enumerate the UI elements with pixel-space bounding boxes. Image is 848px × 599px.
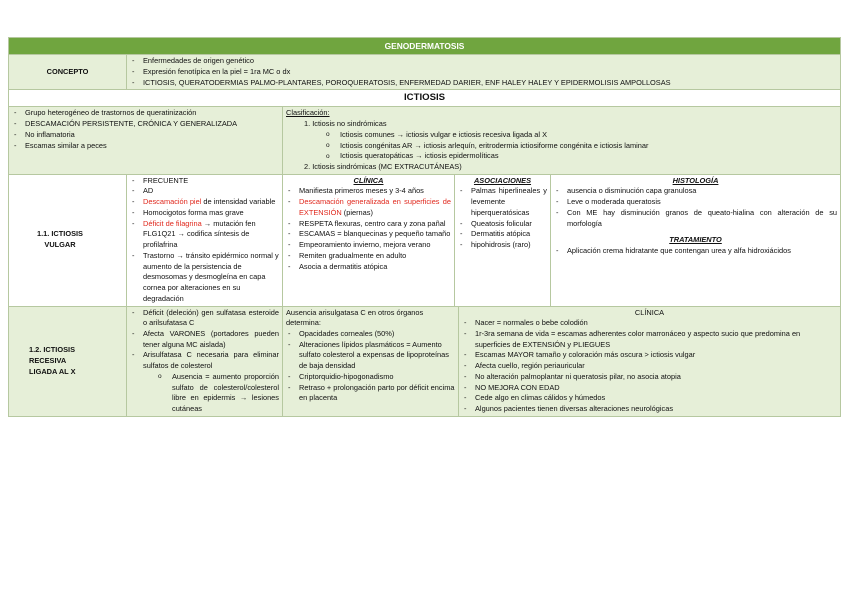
organos-item: - Retraso + prolongación parto por déficit encima en placenta xyxy=(286,383,455,404)
recesiva-clinica-item: - Cede algo en climas cálidos y húmedos xyxy=(462,393,837,404)
clinica-item: - Empeoramiento invierno, mejora verano xyxy=(286,240,451,251)
vulgar-item: - AD xyxy=(130,186,279,197)
vulgar-clinica-header: CLÍNICA xyxy=(353,175,384,185)
vulgar-item: - Trastorno → tránsito epidérmico normal y aumento de la persistencia de desmosomas y desmogleína en capa cornea por alteraciones en su degradación xyxy=(130,251,279,305)
histologia-header: HISTOLOGÍA xyxy=(672,175,719,185)
concepto-item: - Expresión fenotípica en la piel = 1ra MC o dx xyxy=(130,67,837,78)
histologia-item: - Con ME hay disminución granos de queato-hialina con alteración de su morfología xyxy=(554,208,837,229)
concepto-item: - Enfermedades de origen genético xyxy=(130,56,837,67)
recesiva-features xyxy=(127,306,283,416)
recesiva-clinica-item: - NO MEJORA CON EDAD xyxy=(462,383,837,394)
asociacion-item: - Queatosis folicular xyxy=(458,219,547,230)
vulgar-item: - FRECUENTE xyxy=(130,176,279,187)
recesiva-organos-intro: Ausencia arisulgatasa C en otros órganos determina: xyxy=(286,307,424,328)
concepto-item: - ICTIOSIS, QUERATODERMIAS PALMO-PLANTARES, POROQUERATOSIS, ENFERMEDAD DARIER, ENF HALEY HALEY Y EPIDERMOLISIS AMPOLLOSAS xyxy=(130,78,837,89)
clinica-item: - Remiten gradualmente en adulto xyxy=(286,251,451,262)
clinica-item: - Manifiesta primeros meses y 3-4 años xyxy=(286,186,451,197)
recesiva-organos xyxy=(283,306,459,416)
general-item: - Escamas similar a peces xyxy=(12,141,279,152)
recesiva-clinica-header: CLÍNICA xyxy=(634,307,665,317)
clasificacion-subitem: o Ictiosis congénitas AR → ictiosis arlequín, eritrodermia ictiosiforme congénita e ictiosis laminar xyxy=(326,141,837,152)
vulgar-features xyxy=(127,174,283,306)
clinica-item: - Descamación generalizada en superficies de EXTENSIÓN (piernas) xyxy=(286,197,451,218)
vulgar-item: - Déficit de filagrina → mutación fen FLG1Q21 → codifica síntesis de profilafrina xyxy=(130,219,279,251)
vulgar-item: - Descamación piel de intensidad variable xyxy=(130,197,279,208)
recesiva-item: - Déficit (deleción) gen sulfatasa esteroide o arilsufatasa C xyxy=(130,308,279,329)
genodermatosis-table xyxy=(8,37,841,417)
tratamiento-header: TRATAMIENTO xyxy=(669,235,722,245)
recesiva-label: 1.2. ICTIOSIS RECESIVA LIGADA AL X xyxy=(9,306,127,416)
clasificacion xyxy=(283,107,841,174)
clasificacion-subitem: o Ictiosis comunes → ictiosis vulgar e ictiosis recesiva ligada al X xyxy=(326,130,837,141)
clinica-item: - RESPETA flexuras, centro cara y zona pañal xyxy=(286,219,451,230)
histologia-item: - ausencia o disminución capa granulosa xyxy=(554,186,837,197)
recesiva-clinica-item: - 1r-3ra semana de vida = escamas adherentes color marronáceo y aspecto sucio que predomina en superficies de EXTENSIÓN y PLIEGUES xyxy=(462,329,837,350)
clasificacion-item-2: 2. Ictiosis sindrómicas (MC EXTRACUTÁNEAS) xyxy=(304,161,462,171)
general-item: - No inflamatoria xyxy=(12,130,279,141)
document-title: GENODERMATOSIS xyxy=(9,38,841,55)
clinica-item: - Asocia a dermatitis atópica xyxy=(286,262,451,273)
recesiva-clinica-item: - Afecta cuello, región periauricular xyxy=(462,361,837,372)
clinica-item: - ESCAMAS = blanquecinas y pequeño tamaño xyxy=(286,229,451,240)
asociacion-item: - hipohidrosis (raro) xyxy=(458,240,547,251)
clasificacion-heading: Clasificación: xyxy=(286,108,330,118)
clasificacion-subitem: o Ictiosis queratopáticas → ictiosis epidermolíticas xyxy=(326,151,837,162)
general-item: - DESCAMACIÓN PERSISTENTE, CRÓNICA Y GENERALIZADA xyxy=(12,119,279,130)
vulgar-asociaciones xyxy=(455,174,551,306)
clasificacion-item-1: 1. Ictiosis no sindrómicas xyxy=(304,119,387,129)
vulgar-label: 1.1. ICTIOSIS VULGAR xyxy=(9,174,127,306)
recesiva-clinica xyxy=(459,306,841,416)
vulgar-histologia xyxy=(551,174,841,306)
histologia-item: - Leve o moderada queratosis xyxy=(554,197,837,208)
organos-item: - Opacidades corneales (50%) xyxy=(286,329,455,340)
recesiva-clinica-item: - Nacer = normales o bebe colodión xyxy=(462,318,837,329)
vulgar-item: - Homocigotos forma mas grave xyxy=(130,208,279,219)
asociaciones-header: ASOCIACIONES xyxy=(473,175,532,185)
vulgar-clinica xyxy=(283,174,455,306)
recesiva-item: - Afecta VARONES (portadores pueden tener alguna MC aislada) xyxy=(130,329,279,350)
recesiva-item: - Arisulfatasa C necesaria para eliminar sulfatos de colesterol xyxy=(130,350,279,371)
ictiosis-title: ICTIOSIS xyxy=(9,90,841,107)
ictiosis-general xyxy=(9,107,283,174)
organos-item: - Alteraciones lípidos plasmáticos = Aumento sulfato colesterol a expensas de lipoproteínas de baja densidad xyxy=(286,340,455,372)
concepto-label: CONCEPTO xyxy=(9,55,127,90)
recesiva-clinica-item: - Escamas MAYOR tamaño y coloración más oscura > ictiosis vulgar xyxy=(462,350,837,361)
genodermatosis-document xyxy=(8,37,840,417)
recesiva-clinica-item: - Algunos pacientes tienen diversas alteraciones neurológicas xyxy=(462,404,837,415)
general-item: - Grupo heterogéneo de trastornos de queratinización xyxy=(12,108,279,119)
concepto-content xyxy=(127,55,841,90)
recesiva-clinica-item: - No alteración palmoplantar ni queratosis pilar, no asocia atopia xyxy=(462,372,837,383)
tratamiento-item: - Aplicación crema hidratante que contengan urea y alfa hidroxiácidos xyxy=(554,246,837,257)
recesiva-subitem: o Ausencia = aumento proporción sulfato de colesterol/colesterol libre en epidermis → lesiones cutáneas xyxy=(158,372,279,415)
asociacion-item: - Dermatitis atópica xyxy=(458,229,547,240)
asociacion-item: - Palmas hiperlineales y levemente hiperqueratósicas xyxy=(458,186,547,218)
organos-item: - Criptorquidio-hipogonadismo xyxy=(286,372,455,383)
